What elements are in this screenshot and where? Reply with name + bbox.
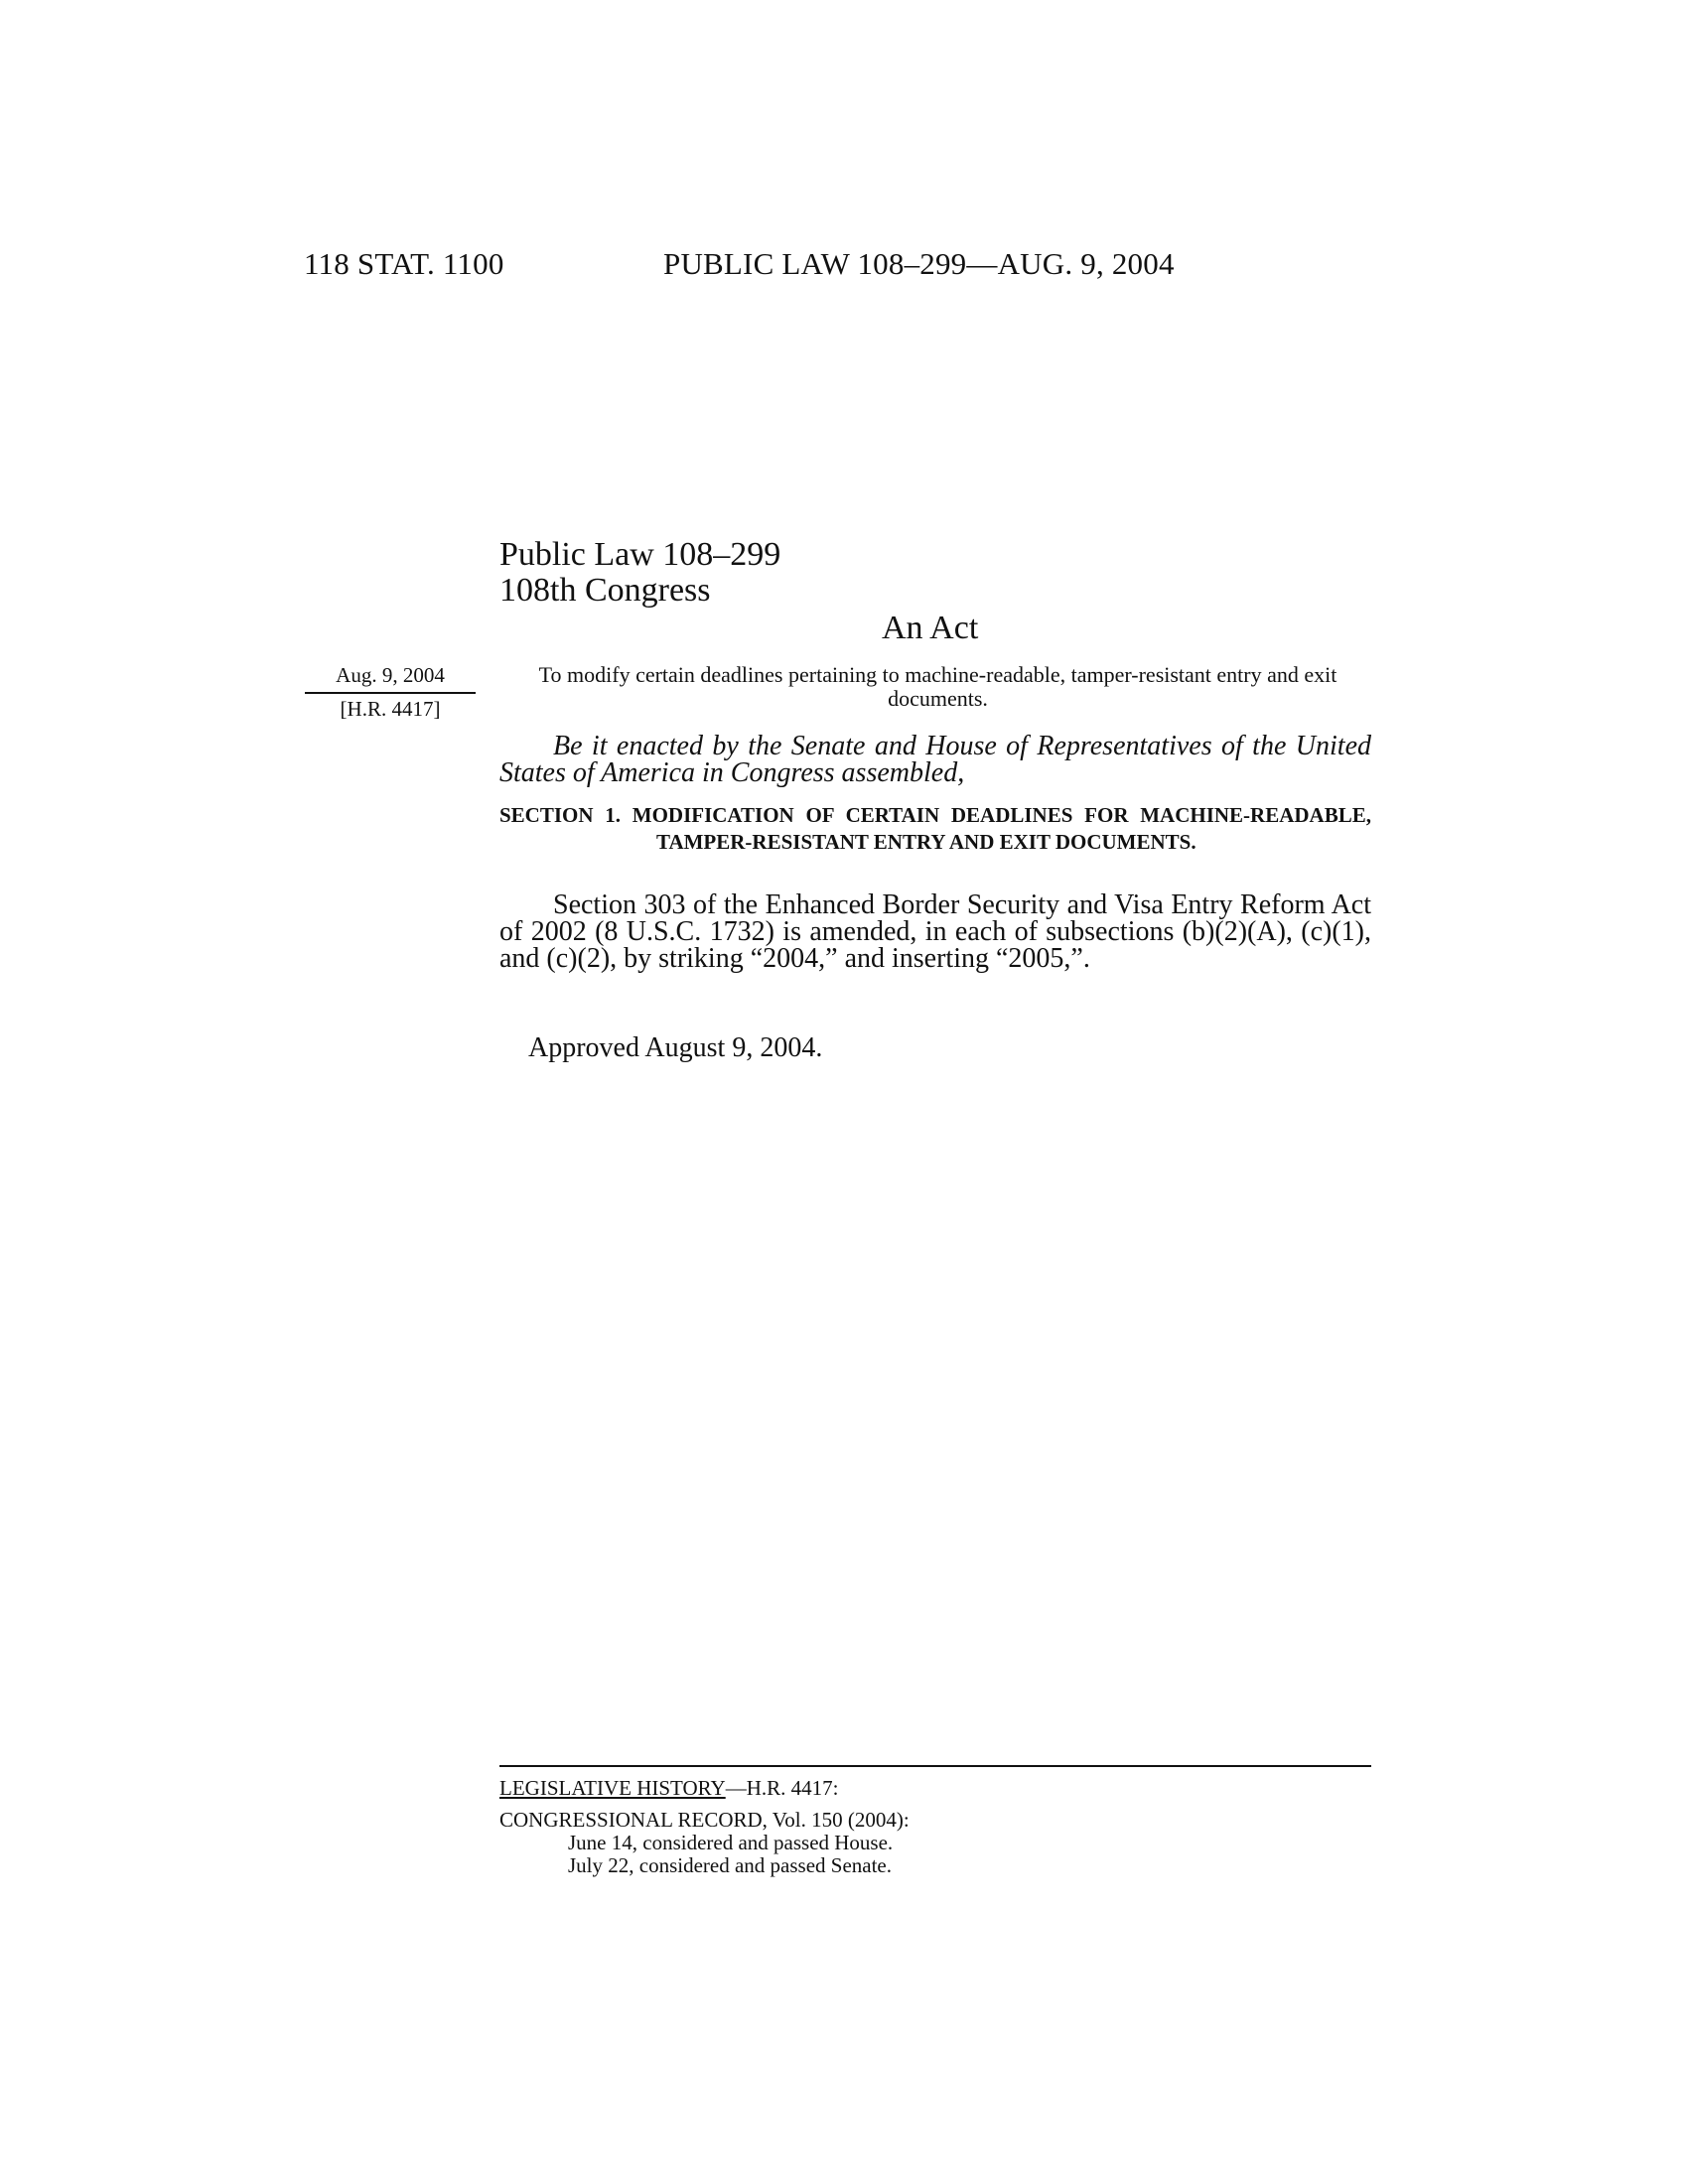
- section-heading: [499, 802, 1371, 856]
- history-action: July 22, considered and passed Senate.: [568, 1853, 893, 1877]
- congressional-record: CONGRESSIONAL RECORD, Vol. 150 (2004):: [499, 1808, 910, 1832]
- congress-number: 108th Congress: [499, 572, 711, 609]
- act-title: An Act: [882, 610, 979, 646]
- legislative-history-heading: [499, 1777, 838, 1800]
- legislative-history-label: LEGISLATIVE HISTORY: [499, 1776, 726, 1800]
- stat-page-number: 118 STAT. 1100: [304, 246, 504, 281]
- public-law-number: Public Law 108–299: [499, 536, 781, 573]
- margin-note-date: Aug. 9, 2004: [336, 663, 445, 687]
- running-head-title: PUBLIC LAW 108–299—AUG. 9, 2004: [663, 246, 1175, 281]
- footnote-divider: [499, 1765, 1371, 1767]
- margin-note-bill: [H.R. 4417]: [340, 697, 441, 721]
- act-purpose: To modify certain deadlines pertaining to machine-readable, tamper-resistant entry and exit documents.: [538, 662, 1337, 711]
- margin-note-divider: [305, 692, 476, 694]
- enacting-clause: Be it enacted by the Senate and House of Representatives of the United States of America in Congress assembled,: [499, 731, 1371, 788]
- section-body: Section 303 of the Enhanced Border Security and Visa Entry Reform Act of 2002 (8 U.S.C. 1732) is amended, in each of subsections (b)(2)(A), (c)(1), and (c)(2), by striking “2004,” and inserting “2005,”.: [499, 889, 1371, 974]
- legislative-history-bill: —H.R. 4417:: [725, 1776, 839, 1800]
- section-heading-text: SECTION 1. MODIFICATION OF CERTAIN DEADLINES FOR MACHINE-READABLE, TAMPER-RESISTANT ENTRY AND EXIT DOCUMENTS.: [499, 803, 1371, 854]
- approval-date: Approved August 9, 2004.: [528, 1032, 823, 1063]
- history-action: June 14, considered and passed House.: [568, 1831, 894, 1854]
